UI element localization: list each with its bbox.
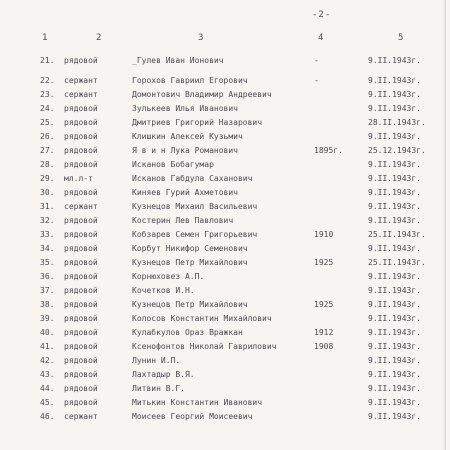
row-date: 25.II.1943г.	[368, 258, 426, 267]
row-rank: рядовой	[64, 356, 98, 365]
list-item	[0, 117, 450, 129]
row-name: Домонтович Владимир Андреевич	[132, 90, 272, 99]
row-rank: рядовой	[64, 216, 98, 225]
row-date: 9.II.1943г.	[368, 300, 421, 309]
row-rank: рядовой	[64, 146, 98, 155]
row-name: Горохов Гавриил Егорович	[132, 76, 248, 85]
row-name: Киняев Гурий Ахметович	[132, 188, 238, 197]
row-number: 29.	[40, 174, 55, 183]
row-date: 9.II.1943г.	[368, 314, 421, 323]
row-rank: рядовой	[64, 132, 98, 141]
row-rank: рядовой	[64, 342, 98, 351]
row-date: 9.II.1943г.	[368, 384, 421, 393]
row-date: 25.12.1943г.	[368, 146, 426, 155]
row-rank: рядовой	[64, 258, 98, 267]
list-item	[0, 201, 450, 213]
row-name: Кулабкулов Ораз Вражкан	[132, 328, 243, 337]
list-item	[0, 327, 450, 339]
row-date: 9.II.1943г.	[368, 370, 421, 379]
row-rank: рядовой	[64, 56, 98, 65]
row-number: 27.	[40, 146, 55, 155]
row-number: 43.	[40, 370, 55, 379]
row-year: 1912	[314, 328, 334, 337]
row-rank: рядовой	[64, 104, 98, 113]
row-name: Исканов Бобагумар	[132, 160, 214, 169]
row-date: 9.II.1943г.	[368, 412, 421, 421]
row-date: 9.II.1943г.	[368, 202, 421, 211]
row-number: 42.	[40, 356, 55, 365]
row-number: 38.	[40, 300, 55, 309]
row-number: 45.	[40, 398, 55, 407]
row-year: -	[314, 56, 319, 65]
row-rank: рядовой	[64, 300, 98, 309]
row-number: 37.	[40, 286, 55, 295]
row-date: 25.II.1943г.	[368, 230, 426, 239]
row-date: 9.II.1943г.	[368, 286, 421, 295]
row-date: 9.II.1943г.	[368, 76, 421, 85]
row-rank: рядовой	[64, 398, 98, 407]
list-item	[0, 75, 450, 87]
row-rank: сержант	[64, 202, 98, 211]
row-rank: рядовой	[64, 384, 98, 393]
list-item	[0, 355, 450, 367]
row-rank: сержант	[64, 76, 98, 85]
row-name: Костерин Лев Павлович	[132, 216, 234, 225]
row-date: 9.II.1943г.	[368, 216, 421, 225]
row-name: Кузнецов Петр Михайлович	[132, 300, 248, 309]
list-item	[0, 145, 450, 157]
row-date: 9.II.1943г.	[368, 188, 421, 197]
row-date: 9.II.1943г.	[368, 132, 421, 141]
row-name: Корбут Никифор Семенович	[132, 244, 248, 253]
page-number: -2-	[312, 10, 332, 20]
row-rank: рядовой	[64, 328, 98, 337]
column-header-1: 1	[42, 33, 48, 43]
paper-edge-shadow	[443, 0, 446, 450]
row-name: Зулькеев Илья Иванович	[132, 104, 238, 113]
row-date: 9.II.1943г.	[368, 104, 421, 113]
list-item	[0, 411, 450, 423]
row-number: 40.	[40, 328, 55, 337]
row-name: Колосов Константин Михайлович	[132, 314, 272, 323]
row-date: 9.II.1943г.	[368, 56, 421, 65]
row-rank: рядовой	[64, 160, 98, 169]
row-date: 9.II.1943г.	[368, 398, 421, 407]
list-item	[0, 229, 450, 241]
list-item	[0, 285, 450, 297]
row-date: 9.II.1943г.	[368, 174, 421, 183]
row-name: Лахтадыр В.Я.	[132, 370, 195, 379]
row-number: 31.	[40, 202, 55, 211]
row-name: Корнюховез А.П.	[132, 272, 205, 281]
row-rank: мл.л-т	[64, 174, 93, 183]
list-item	[0, 187, 450, 199]
row-number: 24.	[40, 104, 55, 113]
row-name: Дмитриев Григорий Назарович	[132, 118, 263, 127]
list-item	[0, 103, 450, 115]
row-date: 9.II.1943г.	[368, 272, 421, 281]
row-date: 9.II.1943г.	[368, 342, 421, 351]
list-item	[0, 159, 450, 171]
list-item	[0, 243, 450, 255]
row-number: 32.	[40, 216, 55, 225]
list-item	[0, 257, 450, 269]
row-number: 33.	[40, 230, 55, 239]
list-item	[0, 383, 450, 395]
row-rank: рядовой	[64, 244, 98, 253]
row-year: 1908	[314, 342, 334, 351]
row-rank: рядовой	[64, 118, 98, 127]
row-number: 36.	[40, 272, 55, 281]
row-name: Клишкин Алексей Кузьмич	[132, 132, 243, 141]
row-rank: рядовой	[64, 370, 98, 379]
row-number: 41.	[40, 342, 55, 351]
row-rank: рядовой	[64, 230, 98, 239]
row-name: Кузнецов Михаил Васильевич	[132, 202, 258, 211]
row-number: 21.	[40, 56, 55, 65]
row-number: 34.	[40, 244, 55, 253]
row-name: Литвин В.Г.	[132, 384, 185, 393]
row-name: Лунин И.П.	[132, 356, 181, 365]
column-header-4: 4	[318, 33, 324, 43]
row-date: 9.II.1943г.	[368, 328, 421, 337]
column-header-3: 3	[198, 33, 204, 43]
row-year: -	[314, 76, 319, 85]
row-number: 28.	[40, 160, 55, 169]
list-item	[0, 55, 450, 67]
row-rank: рядовой	[64, 272, 98, 281]
row-rank: сержант	[64, 412, 98, 421]
list-item	[0, 397, 450, 409]
row-year: 1925	[314, 258, 334, 267]
list-item	[0, 131, 450, 143]
row-number: 39.	[40, 314, 55, 323]
row-number: 35.	[40, 258, 55, 267]
row-name: Исканов Габдула Саханович	[132, 174, 253, 183]
row-year: 1895г.	[314, 146, 343, 155]
row-name: Кочетков И.Н.	[132, 286, 195, 295]
column-header-2: 2	[96, 33, 102, 43]
row-rank: рядовой	[64, 286, 98, 295]
list-item	[0, 271, 450, 283]
row-rank: рядовой	[64, 188, 98, 197]
row-number: 25.	[40, 118, 55, 127]
list-item	[0, 173, 450, 185]
row-date: 9.II.1943г.	[368, 160, 421, 169]
row-number: 23.	[40, 90, 55, 99]
row-rank: сержант	[64, 90, 98, 99]
row-date: 9.II.1943г.	[368, 244, 421, 253]
row-name: Кобзарев Семен Григорьевич	[132, 230, 258, 239]
list-item	[0, 369, 450, 381]
row-number: 44.	[40, 384, 55, 393]
list-item	[0, 299, 450, 311]
row-number: 22.	[40, 76, 55, 85]
row-number: 30.	[40, 188, 55, 197]
list-item	[0, 313, 450, 325]
row-number: 26.	[40, 132, 55, 141]
list-item	[0, 89, 450, 101]
row-date: 28.II.1943г.	[368, 118, 426, 127]
row-name: Моисеев Георгий Моисеевич	[132, 412, 253, 421]
row-name: Кузнецов Петр Михайлович	[132, 258, 248, 267]
column-header-5: 5	[398, 33, 404, 43]
list-item	[0, 215, 450, 227]
row-rank: рядовой	[64, 314, 98, 323]
row-name: Я в и н Лука Романович	[132, 146, 238, 155]
row-year: 1910	[314, 230, 334, 239]
row-year: 1925	[314, 300, 334, 309]
row-name: Митькин Константин Иванович	[132, 398, 263, 407]
row-date: 9.II.1943г.	[368, 356, 421, 365]
row-date: 9.II.1943г.	[368, 90, 421, 99]
list-item	[0, 341, 450, 353]
row-name: Ксенофонтов Николай Гаврилович	[132, 342, 277, 351]
row-name: _Гулев Иван Ионович	[132, 56, 224, 65]
row-number: 46.	[40, 412, 55, 421]
